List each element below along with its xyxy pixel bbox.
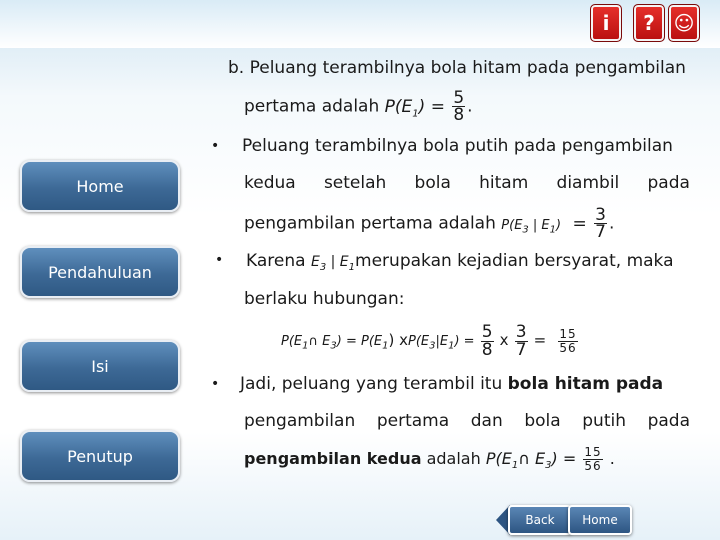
p3-line-1 [240, 373, 663, 395]
p3-word: putih [582, 411, 626, 431]
p1-expr-mid: | E [528, 217, 550, 233]
p3-mid: adalah [426, 449, 481, 468]
question-glyph: ? [643, 11, 655, 35]
p1-word: kedua [244, 173, 296, 193]
p3-bold-1: bola hitam pada [507, 374, 664, 394]
question-icon[interactable] [633, 4, 665, 42]
b-expr [385, 97, 445, 117]
p1-word: bola [414, 173, 451, 193]
face-icon[interactable] [668, 4, 700, 42]
p3-word: pengambilan [244, 411, 356, 431]
formula-x2: x [499, 331, 509, 349]
formula-fraction-2 [515, 324, 528, 359]
p3-word: pertama [376, 411, 450, 431]
bullet-3: • [211, 376, 220, 392]
p2-prefix: Karena [246, 251, 306, 271]
nav-home-button[interactable] [20, 160, 180, 212]
p3-word: bola [524, 411, 561, 431]
b-line-2 [244, 90, 473, 125]
p1-word: diambil [556, 173, 620, 193]
formula-fraction-3 [558, 328, 577, 355]
b-line-1: b. Peluang terambilnya bola hitam pada pengambilan [228, 58, 686, 78]
formula [281, 324, 580, 359]
b-line-2-text: pertama adalah [244, 96, 380, 117]
back-button[interactable] [508, 505, 572, 535]
formula-fraction-3-den: 56 [559, 341, 577, 355]
b-end: . [467, 96, 473, 117]
face-glyph: ☺ [673, 11, 695, 35]
p1-fraction [594, 207, 607, 240]
formula-rhs2-p: P(E [407, 334, 430, 349]
info-icon[interactable] [590, 4, 622, 42]
p1-line-1: Peluang terambilnya bola putih pada pengambilan [242, 136, 673, 156]
formula-bar: |E [435, 334, 449, 349]
p1-eq: = [572, 213, 587, 234]
p2-expr [310, 254, 356, 273]
formula-rhs2 [407, 334, 475, 352]
p1-word: pada [647, 173, 690, 193]
formula-fraction-1 [481, 324, 494, 359]
p2-line-1 [246, 250, 674, 279]
b-fraction-num: 5 [453, 88, 465, 108]
p3-fraction [583, 446, 602, 473]
p3-fraction-den: 56 [584, 459, 602, 473]
p1-expr-p: P(E [501, 217, 523, 233]
formula-rhs1: ) = P(E [336, 334, 383, 349]
p2-line-2: berlaku hubungan: [244, 289, 405, 309]
formula-fraction-2-den: 7 [515, 340, 527, 360]
p1-word: setelah [323, 173, 387, 193]
p3-word: dan [470, 411, 503, 431]
home-footer-label: Home [582, 513, 618, 527]
p3-expr-sub1: 1 [511, 460, 519, 472]
b-fraction [452, 90, 465, 123]
p3-line-2 [244, 410, 690, 432]
p1-expr-end: ) [556, 217, 562, 233]
nav-penutup-label: Penutup [67, 446, 133, 466]
nav-pendahuluan-label: Pendahuluan [48, 262, 152, 282]
formula-fraction-3-num: 15 [559, 327, 577, 341]
p3-fraction-num: 15 [584, 445, 602, 459]
p2-suffix: merupakan kejadian bersyarat, maka [355, 251, 674, 271]
b-fraction-den: 8 [453, 105, 465, 125]
p2-expr-sub3: 3 [319, 261, 327, 273]
p2-expr-e: E [310, 254, 320, 270]
nav-pendahuluan-button[interactable] [20, 246, 180, 298]
p1-fraction-den: 7 [595, 222, 606, 242]
p3-expr-p: P(E [485, 449, 512, 468]
formula-rhs2-sub1: 1 [448, 340, 455, 352]
bullet-2: • [215, 252, 224, 268]
p3-end: . [609, 449, 615, 468]
nav-penutup-button[interactable] [20, 430, 180, 482]
nav-home-label: Home [76, 176, 124, 196]
nav-isi-label: Isi [91, 356, 109, 376]
p1-expr [501, 217, 562, 236]
p1-word: hitam [479, 173, 529, 193]
formula-eq2: = [533, 331, 547, 349]
formula-lhs-sub3: 3 [330, 340, 337, 352]
formula-x1: ) x [388, 331, 408, 349]
b-expr-p: P(E [384, 96, 413, 117]
formula-fraction-1-num: 5 [481, 322, 493, 342]
p3-expr-sub3: 3 [545, 460, 552, 472]
p1-expr-sub1: 1 [549, 224, 557, 236]
home-footer-button[interactable] [568, 505, 632, 535]
p2-expr-sub1: 1 [348, 261, 356, 273]
formula-lhs-sub1: 1 [302, 340, 309, 352]
p1-line-2 [244, 172, 690, 194]
p3-line-1-text: Jadi, peluang yang terambil itu [240, 374, 503, 394]
formula-rhs2-sub3: 3 [429, 340, 436, 352]
p2-expr-mid: | E [326, 254, 349, 270]
formula-lhs [281, 334, 389, 352]
b-expr-sub: 1 [412, 107, 419, 119]
p3-expr [485, 449, 577, 472]
formula-lhs-p: P(E [281, 334, 303, 349]
info-glyph: i [602, 11, 610, 35]
p1-end: . [608, 213, 615, 234]
p3-bold-2: pengambilan kedua [244, 449, 422, 468]
p3-word: pada [647, 411, 690, 431]
formula-e3: E [318, 334, 331, 349]
back-button-label: Back [525, 513, 555, 527]
formula-rhs1-sub: 1 [382, 340, 389, 352]
formula-close: ) = [454, 334, 475, 349]
p1-fraction-num: 3 [595, 205, 606, 225]
p1-expr-sub3: 3 [522, 224, 529, 236]
p1-line-3 [244, 207, 614, 241]
p3-cap: ∩ [518, 449, 530, 468]
p1-line-3-text: pengambilan pertama adalah [244, 213, 496, 234]
p3-line-3 [244, 446, 615, 477]
b-expr-end: ) = [418, 96, 445, 117]
bullet-1: • [211, 138, 220, 154]
nav-isi-button[interactable] [20, 340, 180, 392]
p3-e3: E [529, 449, 546, 468]
formula-fraction-2-num: 3 [515, 322, 527, 342]
formula-fraction-1-den: 8 [481, 340, 493, 360]
p3-expr-end: ) = [551, 449, 577, 468]
formula-cap: ∩ [308, 334, 319, 349]
